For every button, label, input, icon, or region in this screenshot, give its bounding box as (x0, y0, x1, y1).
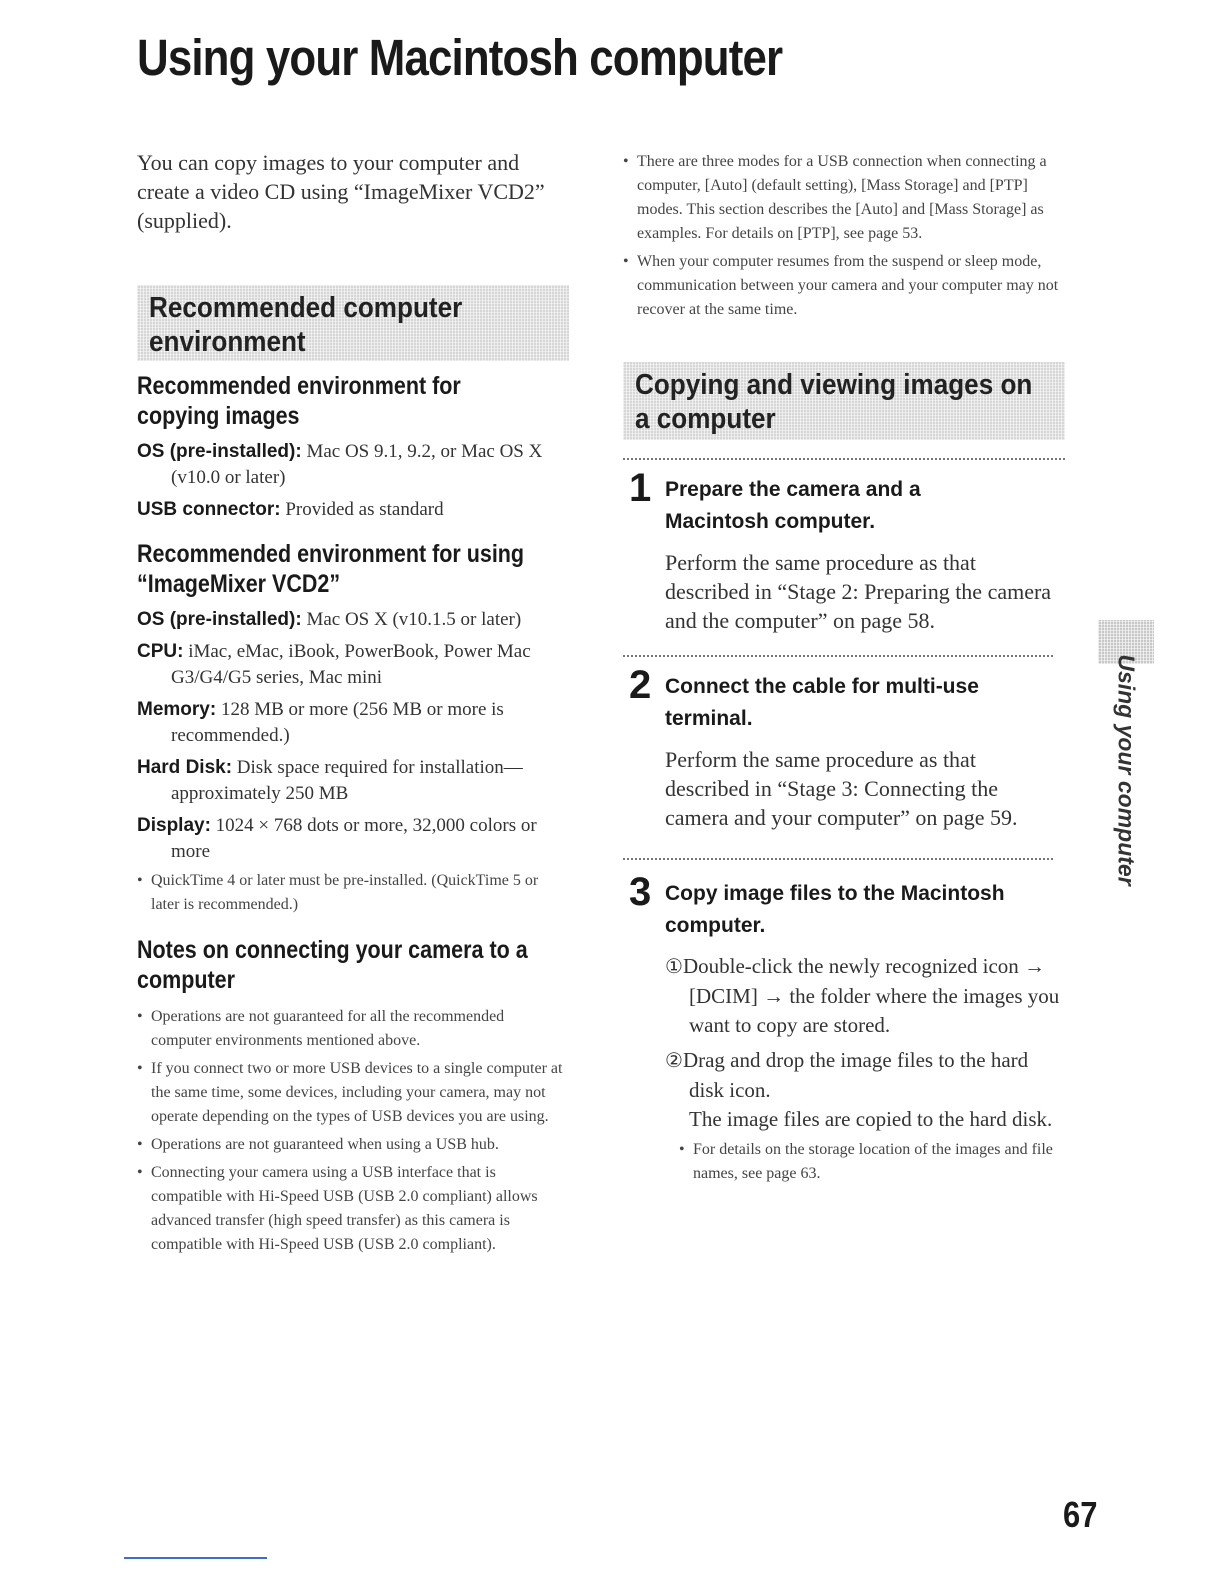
step-number: 1 (629, 466, 652, 510)
spec-display (137, 813, 567, 865)
step-1 (623, 466, 1063, 635)
banner-line: Recommended computer (149, 292, 463, 324)
step-title (665, 671, 1063, 735)
spec-key: CPU: (137, 641, 184, 662)
section-banner-recommended (137, 285, 569, 361)
spec-value: Provided as standard (280, 499, 444, 520)
banner-line: environment (149, 326, 306, 358)
step-title-line: Macintosh computer. (665, 510, 876, 533)
right-column (623, 150, 1063, 1186)
step-bullet: • For details on the storage location of the images and file names, see page 63. (679, 1138, 1063, 1186)
spec-cpu (137, 639, 567, 691)
step-3 (623, 870, 1063, 1186)
step-title-line: Connect the cable for multi-use (665, 675, 979, 698)
step-body: Perform the same procedure as that described in “Stage 3: Connecting the camera and your computer” on page 59. (665, 747, 1018, 830)
banner-line: Copying and viewing images on (635, 369, 1033, 401)
spec-value: Disk space required for installation—approximately 250 MB (171, 757, 523, 804)
spec-key: OS (pre-installed): (137, 441, 302, 462)
item-marker: ① (665, 956, 683, 978)
step-title-line: computer. (665, 914, 766, 937)
item-text: Double-click the newly recognized icon → [DCIM] → the folder where the images you want to copy are stored. (682, 954, 1060, 1037)
heading-line: computer (137, 966, 235, 994)
page-number: 67 (1063, 1494, 1098, 1535)
spec-value: 128 MB or more (256 MB or more is recommended.) (171, 699, 504, 746)
step-body: Perform the same procedure as that described in “Stage 2: Preparing the camera and the computer” on page 58. (665, 550, 1052, 633)
spec-key: Display: (137, 815, 211, 836)
heading-notes (137, 935, 567, 995)
step-item (665, 952, 1063, 1040)
left-column (137, 148, 567, 1257)
spec-hard-disk (137, 755, 567, 807)
section-banner-copying (623, 362, 1065, 440)
heading-copying-env (137, 371, 567, 431)
usb-mode-bullet: • There are three modes for a USB connection when connecting a computer, [Auto] (default setting), [Mass Storage] and [PTP] modes. This section describes the [Auto] and [Mass Storage] as examples. For details on [PTP], see page 53. (623, 150, 1063, 246)
spec-key: USB connector: (137, 499, 281, 520)
divider (623, 858, 1053, 860)
spec-memory (137, 697, 567, 749)
step-2 (623, 663, 1063, 832)
spec-value: Mac OS X (v10.1.5 or later) (301, 609, 522, 630)
divider (623, 655, 1053, 657)
step-title-line: Prepare the camera and a (665, 478, 921, 501)
step-number: 2 (629, 663, 652, 707)
bullet-quicktime: • QuickTime 4 or later must be pre-installed. (QuickTime 5 or later is recommended.) (137, 869, 567, 917)
spec-value: Mac OS 9.1, 9.2, or Mac OS X (v10.0 or later) (171, 441, 543, 488)
spec-key: OS (pre-installed): (137, 609, 302, 630)
step-continuation: The image files are copied to the hard disk. (689, 1107, 1053, 1131)
resume-bullet: • When your computer resumes from the suspend or sleep mode, communication between your camera and your computer may not recover at the same time. (623, 250, 1063, 322)
step-title (665, 474, 1063, 538)
divider (623, 458, 1065, 460)
heading-line: copying images (137, 402, 300, 430)
step-number: 3 (629, 870, 652, 914)
step-title-line: Copy image files to the Macintosh (665, 882, 1005, 905)
spec-os (137, 439, 567, 491)
page-title: Using your Macintosh computer (137, 29, 783, 86)
heading-line: “ImageMixer VCD2” (137, 570, 341, 598)
item-marker: ② (665, 1050, 683, 1072)
item-text: Drag and drop the image files to the hard disk icon. (682, 1048, 1029, 1102)
step-title-line: terminal. (665, 707, 753, 730)
spec-value: iMac, eMac, iBook, PowerBook, Power Mac G3/G4/G5 series, Mac mini (171, 641, 531, 688)
side-tab-label: Using your computer (1113, 654, 1140, 886)
heading-line: Notes on connecting your camera to a (137, 936, 528, 964)
banner-line: a computer (635, 403, 776, 435)
heading-imagemixer-env (137, 539, 567, 599)
spec-value: 1024 × 768 dots or more, 32,000 colors or more (171, 815, 537, 862)
footer-rule (124, 1557, 267, 1559)
intro-text: You can copy images to your computer and create a video CD using “ImageMixer VCD2” (supplied). (137, 150, 545, 233)
note-bullet: • Operations are not guaranteed for all the recommended computer environments mentioned above. (137, 1005, 567, 1053)
heading-line: Recommended environment for (137, 372, 461, 400)
spec-key: Hard Disk: (137, 757, 233, 778)
spec-os (137, 607, 567, 633)
heading-line: Recommended environment for using (137, 540, 525, 568)
spec-usb (137, 497, 567, 523)
step-title (665, 878, 1063, 942)
note-bullet: • Operations are not guaranteed when using a USB hub. (137, 1133, 567, 1157)
note-bullet: • If you connect two or more USB devices to a single computer at the same time, some devices, including your camera, may not operate depending on the types of USB devices you are using. (137, 1057, 567, 1129)
step-item (665, 1046, 1063, 1105)
spec-key: Memory: (137, 699, 217, 720)
note-bullet: • Connecting your camera using a USB interface that is compatible with Hi-Speed USB (USB 2.0 compliant) allows advanced transfer (high speed transfer) as this camera is compatible with Hi-Speed USB (USB 2.0 compliant). (137, 1161, 567, 1257)
